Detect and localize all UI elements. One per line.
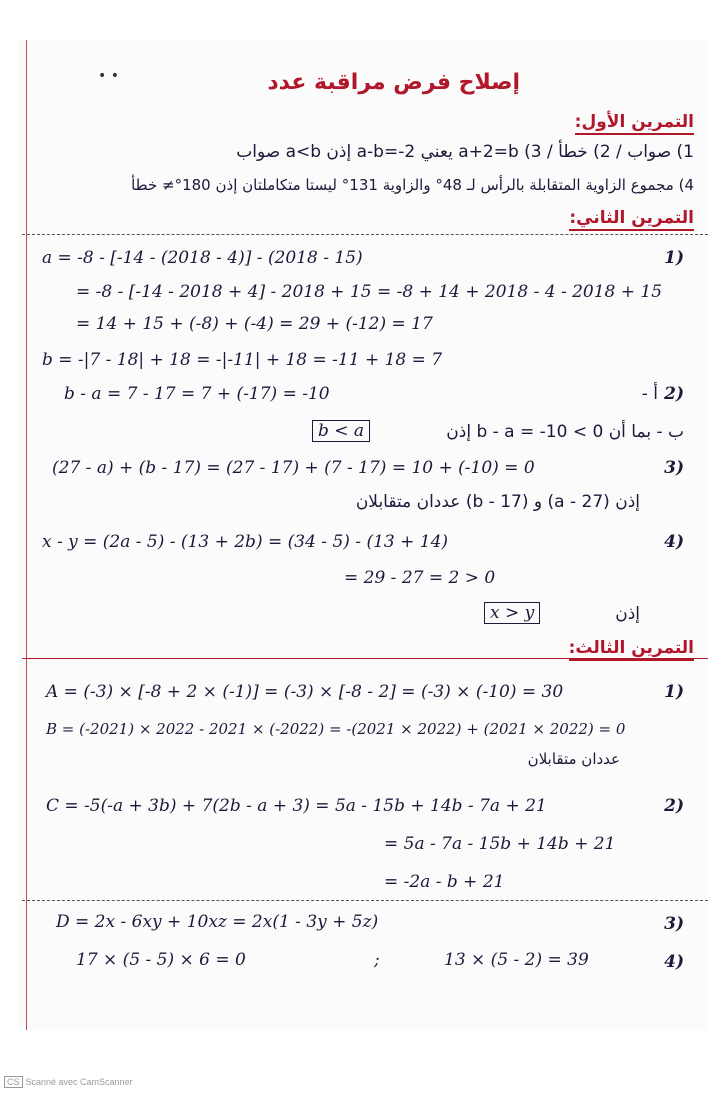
exercise2-heading: التمرين الثاني: <box>569 208 694 231</box>
exercise3-q4-number: 4) <box>664 952 684 972</box>
product-1: 17 × (5 - 5) × 6 = 0 <box>76 950 246 970</box>
section-divider <box>22 234 708 235</box>
exercise1-item-2: 4) مجموع الزاوية المتقابلة بالرأس لـ 48° والزاوية 131° ليستا متكاملتان إذن 180°≠ خطأ <box>131 176 694 194</box>
exercise2-q4-number: 4) <box>664 532 684 552</box>
expression-A: A = (-3) × [-8 + 2 × (-1)] = (-3) × [-8 - 2] = (-3) × (-10) = 30 <box>46 682 564 702</box>
exercise2-q4-conclusion: إذن <box>615 604 640 624</box>
decorative-dots: • • <box>98 68 119 84</box>
expression-x-minus-y: x - y = (2a - 5) - (13 + 2b) = (34 - 5) - (13 + 14) <box>42 532 449 552</box>
page-title: إصلاح فرض مراقبة عدد <box>267 70 520 95</box>
scanner-text: Scanné avec CamScanner <box>25 1077 133 1087</box>
exercise3-heading: التمرين الثالث: <box>569 638 694 661</box>
exercise3-q1-number: 1) <box>664 682 684 702</box>
expression-B-note: عددان متقابلان <box>527 750 620 768</box>
margin-line <box>26 40 27 1030</box>
product-2: 13 × (5 - 2) = 39 <box>444 950 589 970</box>
section-divider <box>22 900 708 901</box>
expression-b-minus-a: b - a = 7 - 17 = 7 + (-17) = -10 <box>64 384 330 404</box>
expression-x-minus-y-result: = 29 - 27 = 2 > 0 <box>344 568 496 588</box>
expression-B: B = (-2021) × 2022 - 2021 × (-2022) = -(2021 × 2022) + (2021 × 2022) = 0 <box>46 720 626 738</box>
expression-b: b = -|7 - 18| + 18 = -|-11| + 18 = -11 + 18 = 7 <box>42 350 443 370</box>
expression-a-line-3: = 14 + 15 + (-8) + (-4) = 29 + (-12) = 17 <box>76 314 433 334</box>
expression-C-line-3: = -2a - b + 21 <box>384 872 505 892</box>
exercise1-item-1: 1) صواب / 2) خطأ / 3) a+2=b يعني a-b=-2 إذن a<b صواب <box>236 142 694 162</box>
scanner-footer <box>4 1076 133 1088</box>
expression-C-line-1: C = -5(-a + 3b) + 7(2b - a + 3) = 5a - 15b + 14b - 7a + 21 <box>46 796 547 816</box>
exercise2-q2a-label: أ - <box>641 384 658 404</box>
exercise2-q1-number: 1) <box>664 248 684 268</box>
exercise2-q2-number: 2) <box>664 384 684 404</box>
exercise3-q2-number: 2) <box>664 796 684 816</box>
expression-C-line-2: = 5a - 7a - 15b + 14b + 21 <box>384 834 616 854</box>
product-separator: ; <box>374 950 380 970</box>
x-greater-y-box: x > y <box>484 602 540 624</box>
expression-D: D = 2x - 6xy + 10xz = 2x(1 - 3y + 5z) <box>56 912 379 932</box>
comparison-result-box: b < a <box>312 420 370 442</box>
exercise2-q3-number: 3) <box>664 458 684 478</box>
camscanner-logo: CS <box>4 1076 23 1088</box>
exercise1-heading: التمرين الأول: <box>575 112 694 135</box>
expression-a-line-1: a = -8 - [-14 - (2018 - 4)] - (2018 - 15) <box>42 248 363 268</box>
expression-a-line-2: = -8 - [-14 - 2018 + 4] - 2018 + 15 = -8 + 14 + 2018 - 4 - 2018 + 15 <box>76 282 663 302</box>
expression-sum: (27 - a) + (b - 17) = (27 - 17) + (7 - 17) = 10 + (-10) = 0 <box>52 458 535 478</box>
exercise3-q3-number: 3) <box>664 914 684 934</box>
exercise2-q2b-text: ب - بما أن b - a = -10 < 0 إذن <box>446 422 684 442</box>
exercise2-q3-conclusion: إذن (27 - a) و (b - 17) عددان متقابلان <box>355 492 640 512</box>
